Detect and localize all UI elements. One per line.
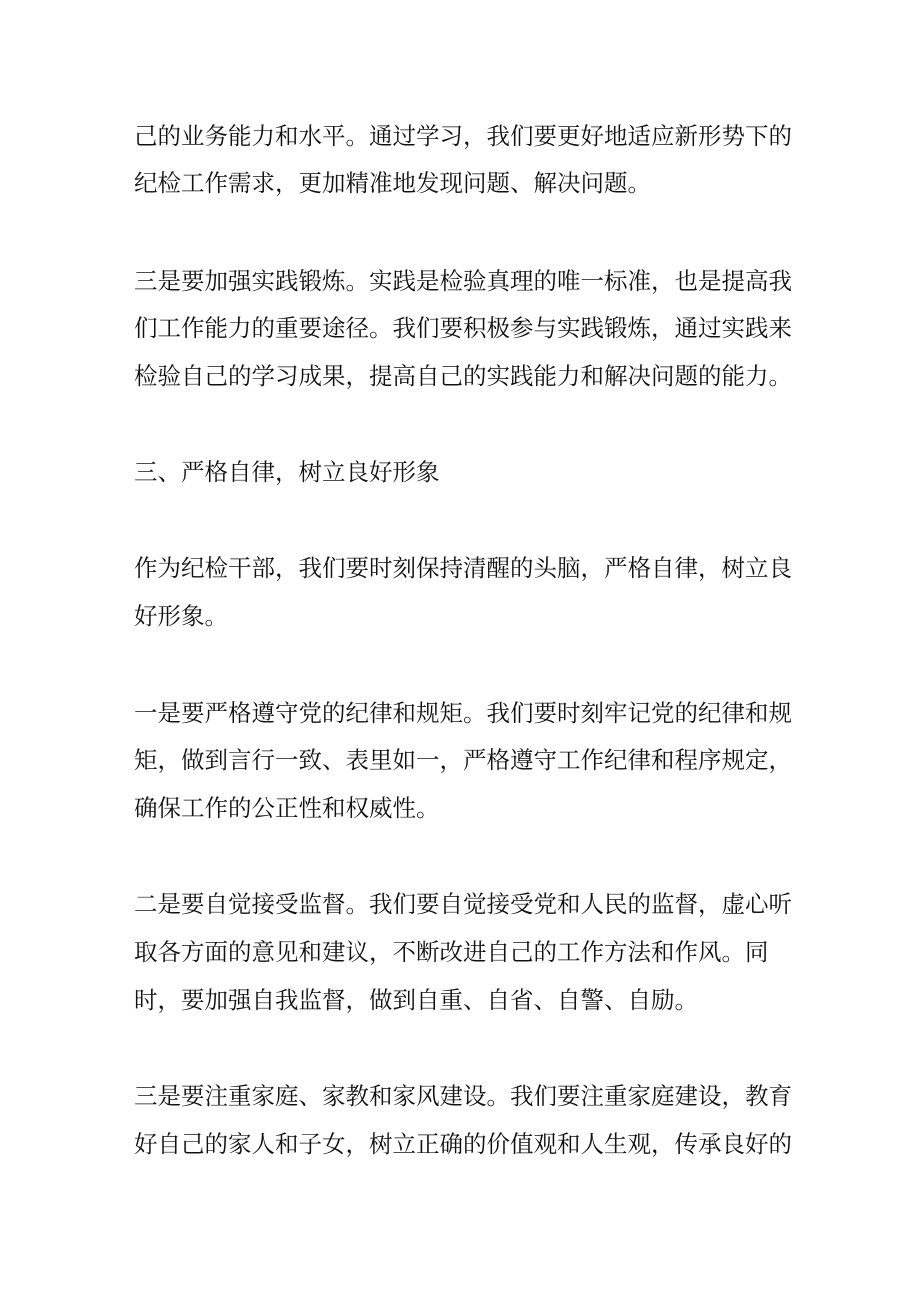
paragraph-line: 二是要自觉接受监督。我们要自觉接受党和人民的监督，虚心听 bbox=[134, 890, 792, 918]
paragraph-line: 好自己的家人和子女，树立正确的价值观和人生观，传承良好的 bbox=[134, 1130, 792, 1158]
paragraph-line: 取各方面的意见和建议，不断改进自己的工作方法和作风。同 bbox=[134, 938, 769, 966]
paragraph-line: 作为纪检干部，我们要时刻保持清醒的头脑，严格自律，树立良 bbox=[134, 554, 792, 582]
paragraph-line: 一是要严格遵守党的纪律和规矩。我们要时刻牢记党的纪律和规 bbox=[134, 699, 792, 727]
paragraph-line: 矩，做到言行一致、表里如一，严格遵守工作纪律和程序规定， bbox=[134, 746, 792, 774]
paragraph-line: 己的业务能力和水平。通过学习，我们要更好地适应新形势下的 bbox=[134, 122, 792, 150]
paragraph-line: 三是要加强实践锻炼。实践是检验真理的唯一标准，也是提高我 bbox=[134, 267, 792, 295]
paragraph-line: 确保工作的公正性和权威性。 bbox=[134, 794, 440, 822]
paragraph-line: 们工作能力的重要途径。我们要积极参与实践锻炼，通过实践来 bbox=[134, 314, 792, 342]
paragraph-line: 时，要加强自我监督，做到自重、自省、自警、自励。 bbox=[134, 986, 698, 1014]
paragraph-line: 检验自己的学习成果，提高自己的实践能力和解决问题的能力。 bbox=[134, 362, 792, 390]
paragraph-line: 好形象。 bbox=[134, 602, 228, 630]
paragraph-line: 三是要注重家庭、家教和家风建设。我们要注重家庭建设，教育 bbox=[134, 1082, 792, 1110]
section-heading: 三、严格自律，树立良好形象 bbox=[134, 458, 440, 486]
paragraph-line: 纪检工作需求，更加精准地发现问题、解决问题。 bbox=[134, 169, 651, 197]
